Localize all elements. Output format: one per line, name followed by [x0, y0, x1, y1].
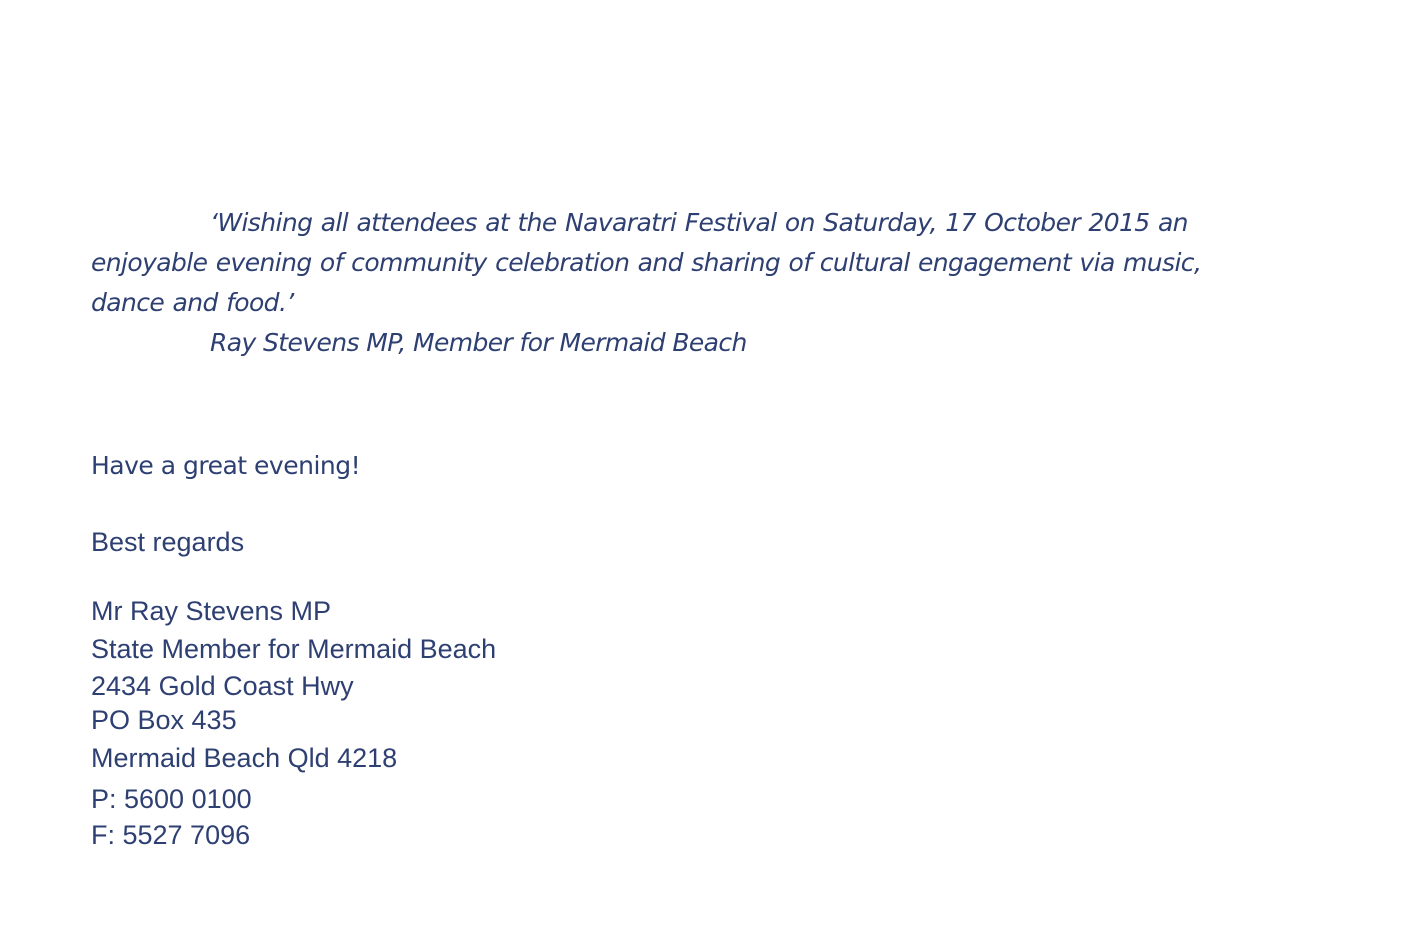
- signature-street: 2434 Gold Coast Hwy: [91, 671, 354, 701]
- quote-line-1: ‘Wishing all attendees at the Navaratri Festival on Saturday, 17 October 2015 an: [210, 208, 1188, 237]
- greeting-text: Have a great evening!: [91, 451, 361, 480]
- signature-fax: F: 5527 7096: [91, 820, 251, 850]
- signature-suburb: Mermaid Beach Qld 4218: [91, 743, 398, 773]
- signature-name: Mr Ray Stevens MP: [91, 596, 332, 626]
- quote-attribution: Ray Stevens MP, Member for Mermaid Beach: [210, 328, 747, 357]
- quote-line-3: dance and food.’: [91, 288, 294, 317]
- closing-text: Best regards: [91, 527, 245, 557]
- signature-po-box: PO Box 435: [91, 705, 237, 735]
- signature-role: State Member for Mermaid Beach: [91, 634, 497, 664]
- quote-line-2: enjoyable evening of community celebration and sharing of cultural engagement via music,: [91, 248, 1202, 277]
- festival-quote: [91, 203, 1341, 323]
- signature-phone: P: 5600 0100: [91, 784, 252, 814]
